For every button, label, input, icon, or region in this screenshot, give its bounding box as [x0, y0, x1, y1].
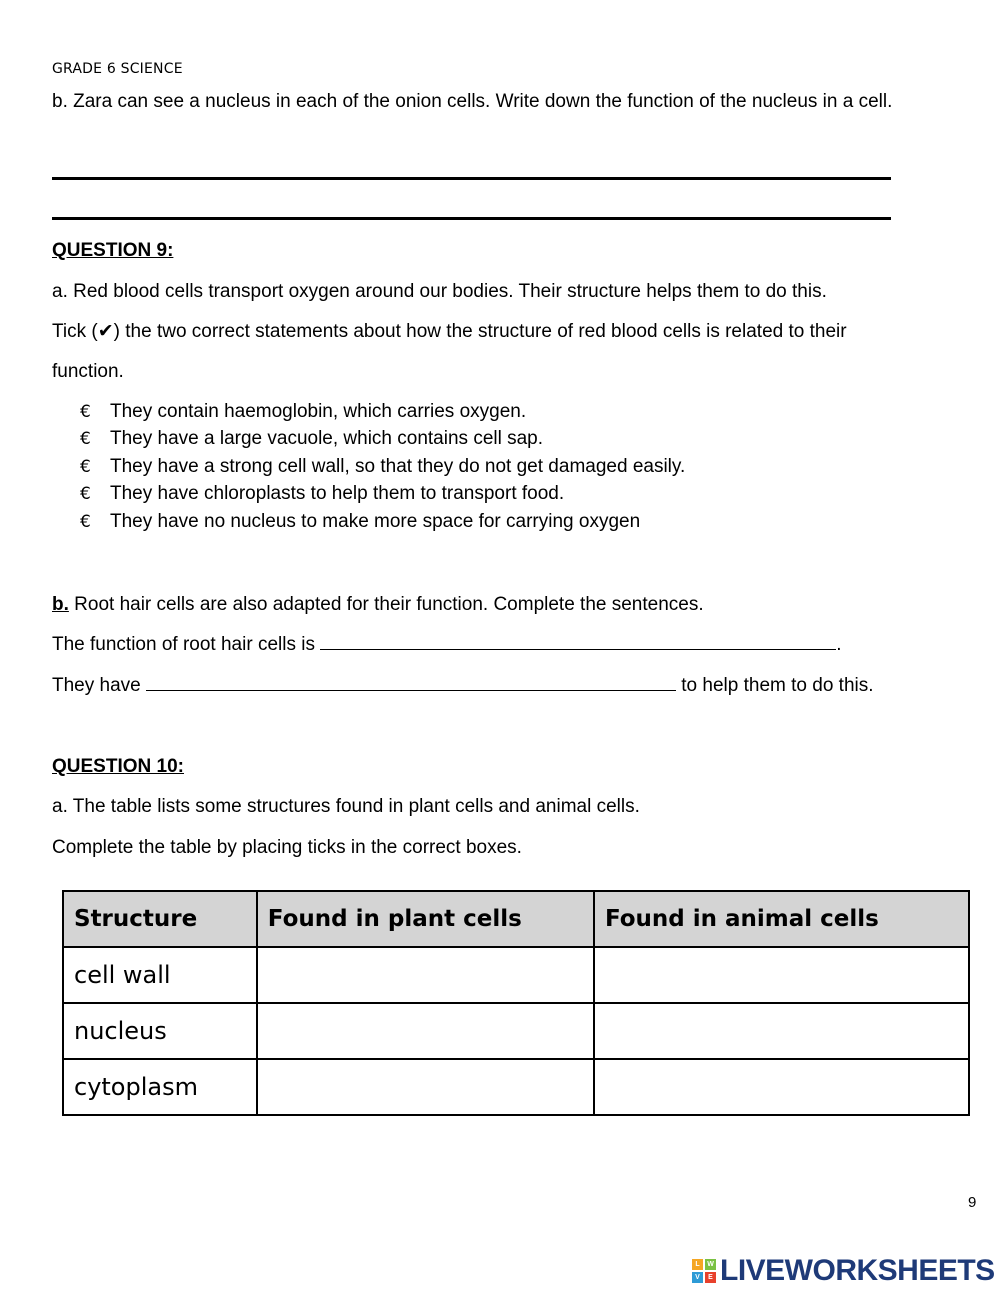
tick-option-5[interactable]	[80, 511, 640, 533]
logo-tile: L	[692, 1259, 703, 1270]
question-10a-line2: Complete the table by placing ticks in the correct boxes.	[52, 837, 522, 858]
structure-cell: nucleus	[63, 1003, 257, 1059]
logo-tiles-icon	[692, 1259, 716, 1283]
checkbox-icon[interactable]: €	[80, 457, 91, 477]
question-10-heading: QUESTION 10:	[52, 756, 184, 777]
question-9a-line3: function.	[52, 361, 124, 382]
question-9b-intro	[52, 591, 704, 618]
option-label: They have a large vacuole, which contains cell sap.	[110, 428, 544, 449]
header-animal-cells: Found in animal cells	[594, 891, 969, 947]
tick-option-2[interactable]	[80, 428, 543, 450]
question-9-heading: QUESTION 9:	[52, 240, 174, 261]
plant-tick-box[interactable]	[257, 947, 594, 1003]
part-b-text: Root hair cells are also adapted for their function. Complete the sentences.	[68, 594, 704, 615]
part-b-label: b.	[52, 594, 69, 615]
cell-structures-table	[62, 890, 970, 1116]
sentence-2	[52, 672, 874, 699]
question-9a-line1: a. Red blood cells transport oxygen around our bodies. Their structure helps them to do this.	[52, 281, 827, 302]
structure-cell: cell wall	[63, 947, 257, 1003]
checkbox-icon[interactable]: €	[80, 512, 91, 532]
option-label: They contain haemoglobin, which carries oxygen.	[110, 401, 527, 422]
animal-tick-box[interactable]	[594, 1059, 969, 1115]
logo-tile: W	[705, 1259, 716, 1270]
sentence-2-start: They have	[52, 675, 146, 696]
tick-option-1[interactable]	[80, 401, 526, 423]
page-number: 9	[968, 1194, 977, 1211]
plant-tick-box[interactable]	[257, 1003, 594, 1059]
option-label: They have a strong cell wall, so that they do not get damaged easily.	[110, 456, 686, 477]
question-9a-line2: Tick (✔) the two correct statements about how the structure of red blood cells is related to their	[52, 321, 847, 342]
sentence-1-end: .	[836, 634, 842, 655]
header-plant-cells: Found in plant cells	[257, 891, 594, 947]
sentence-2-end: to help them to do this.	[676, 675, 874, 696]
logo-text: LIVEWORKSHEETS	[720, 1254, 995, 1287]
animal-tick-box[interactable]	[594, 1003, 969, 1059]
fill-blank-function[interactable]	[320, 631, 836, 650]
table-row	[63, 1003, 969, 1059]
answer-line-2[interactable]	[52, 217, 891, 220]
liveworksheets-logo[interactable]	[692, 1254, 995, 1288]
tick-option-4[interactable]	[80, 483, 564, 505]
table-row	[63, 947, 969, 1003]
table-row	[63, 1059, 969, 1115]
logo-tile: V	[692, 1272, 703, 1283]
structure-cell: cytoplasm	[63, 1059, 257, 1115]
sentence-1	[52, 631, 842, 658]
plant-tick-box[interactable]	[257, 1059, 594, 1115]
logo-tile: E	[705, 1272, 716, 1283]
animal-tick-box[interactable]	[594, 947, 969, 1003]
question-10a-line1: a. The table lists some structures found in plant cells and animal cells.	[52, 796, 640, 817]
page-header: GRADE 6 SCIENCE	[52, 61, 183, 77]
answer-line-1[interactable]	[52, 177, 891, 180]
fill-blank-adaptation[interactable]	[146, 672, 676, 691]
checkbox-icon[interactable]: €	[80, 429, 91, 449]
tick-option-3[interactable]	[80, 456, 685, 478]
question-8b-text: b. Zara can see a nucleus in each of the onion cells. Write down the function of the nucleus in a cell.	[52, 91, 893, 112]
checkbox-icon[interactable]: €	[80, 402, 91, 422]
checkbox-icon[interactable]: €	[80, 484, 91, 504]
option-label: They have chloroplasts to help them to transport food.	[110, 483, 565, 504]
option-label: They have no nucleus to make more space for carrying oxygen	[110, 511, 641, 532]
sentence-1-start: The function of root hair cells is	[52, 634, 321, 655]
header-structure: Structure	[63, 891, 257, 947]
table-header-row	[63, 891, 969, 947]
